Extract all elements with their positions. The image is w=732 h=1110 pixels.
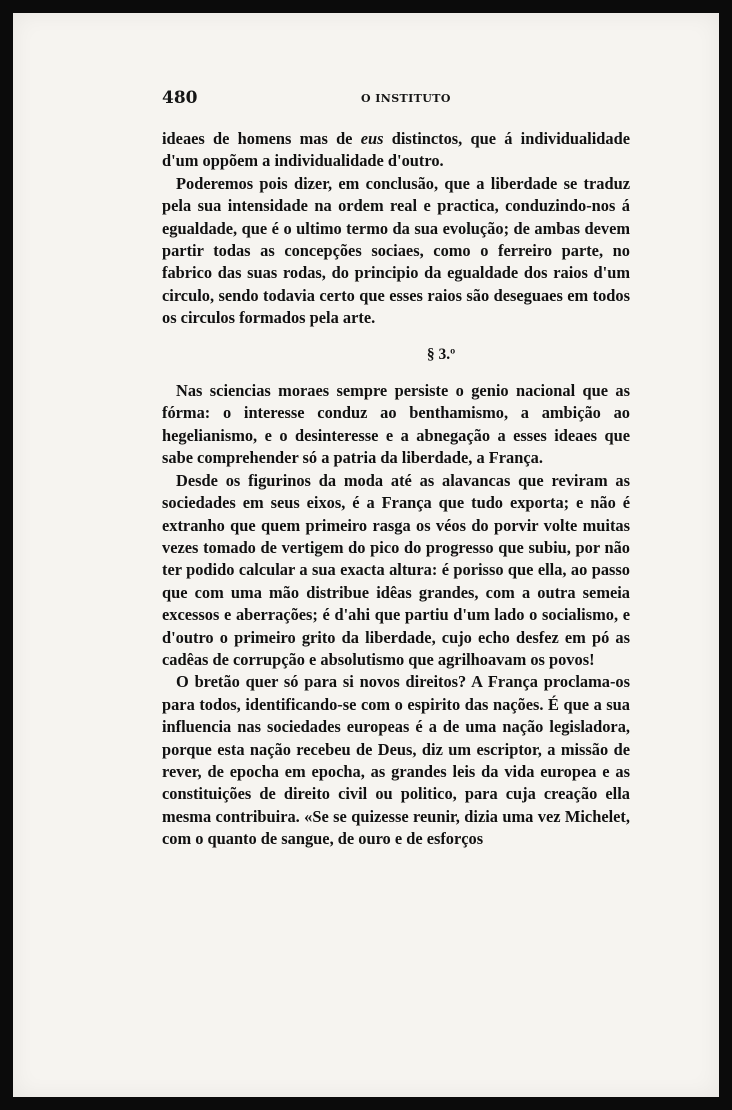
- page-number: 480: [162, 88, 198, 108]
- section-heading: § 3.º: [426, 345, 456, 363]
- paragraph-1-start: ideaes de homens mas de: [162, 129, 361, 148]
- paragraph-franca-exporta: Desde os figurinos da moda até as alavancas que reviram as sociedades em seus eixos, é a França que tudo exporta; e não é extranho que quem primeiro rasga os véos do porvir volte muitas vezes tomado de vertigem do pico do progresso que subiu, por não ter podido calcular a sua exacta altura: é porisso que ella, ao passo que com uma mão distribue idêas grandes, com a outra semeia excessos e aberrações; é d'ahi que partiu d'um lado o socialismo, e d'outro o primeiro grito da liberdade, cujo echo desfez em pó as cadêas de corrupção e absolutismo que agrilhoavam os povos!: [162, 470, 630, 669]
- page-header: [162, 88, 632, 110]
- text-body: [162, 128, 630, 851]
- italic-word: eus: [360, 129, 384, 148]
- paragraph-sciencias-moraes: Nas sciencias moraes sempre persiste o genio nacional que as fórma: o interesse conduz ao benthamismo, a ambição ao hegelianismo, e o desinteresse e a abnegação a esses ideaes que sabe comprehender só a patria da liberdade, a França.: [162, 381, 630, 468]
- paragraph-1-end: distinctos, que á individualidade d'um oppõem a individualidade d'outro.: [162, 129, 630, 171]
- paragraph-continuation: [162, 128, 630, 173]
- paragraph-bretao: O bretão quer só para si novos direitos? A França proclama-os para todos, identificando-se com o espirito das nações. É que a sua influencia nas sociedades europeas é a de uma nação legisladora, porque esta nação recebeu de Deus, diz um escriptor, a missão de rever, de epocha em epocha, as grandes leis da vida europea e as constituições de direito civil ou politico, para cuja creação ella mesma contribuira. «Se se quizesse reunir, dizia uma vez Michelet, com o quanto de sangue, de ouro e de esforços: [162, 672, 630, 849]
- paragraph-conclusion: Poderemos pois dizer, em conclusão, que a liberdade se traduz pela sua intensidade na ordem real e practica, conduzindo-nos á egualdade, que é o ultimo termo da sua evolução; de ambas devem partir todas as concepções sociaes, como o ferreiro parte, no fabrico das suas rodas, do principio da egualdade dos raios d'um circulo, sendo todavia certo que esses raios são deseguaes em todos os circulos formados pela arte.: [162, 173, 630, 328]
- running-title: O INSTITUTO: [361, 92, 451, 105]
